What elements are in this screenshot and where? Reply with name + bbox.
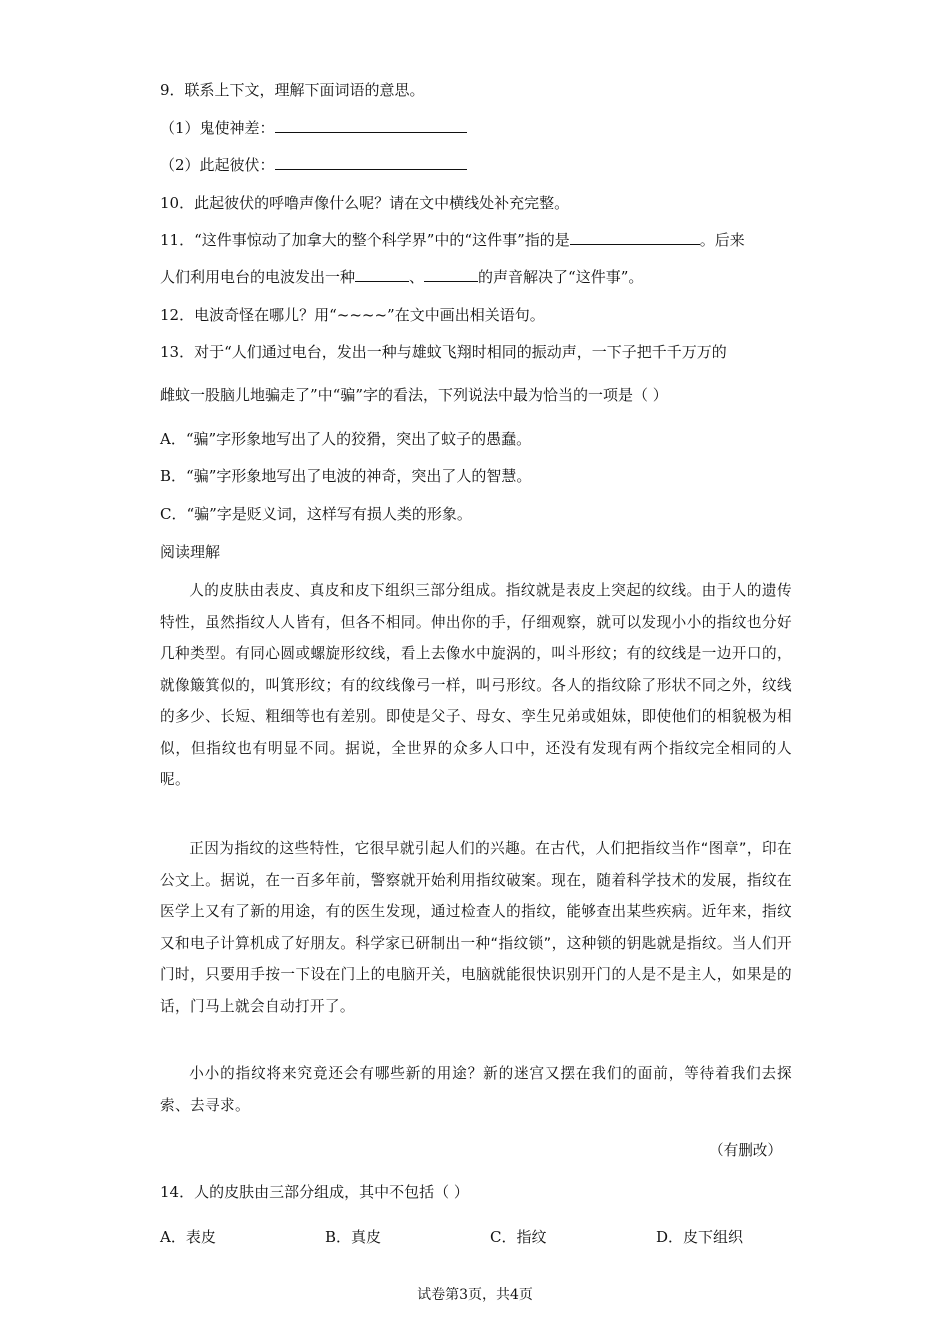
question-14-option-d[interactable]: D．皮下组织 <box>656 1228 744 1246</box>
passage-paragraph-3: 小小的指纹将来究竟还会有哪些新的用途？新的迷宫又摆在我们的面前，等待着我们去探索、去寻求。 <box>160 1065 792 1114</box>
passage-paragraph-1: 人的皮肤由表皮、真皮和皮下组织三部分组成。指纹就是表皮上突起的纹线。由于人的遗传特性，虽然指纹人人皆有，但各不相同。伸出你的手，仔细观察，就可以发现小小的指纹也分好几种类型。有同心圆或螺旋形纹线，看上去像水中旋涡的，叫斗形纹；有的纹线是一边开口的，就像簸箕似的，叫箕形纹；有的纹线像弓一样，叫弓形纹。各人的指纹除了形状不同之外，纹线的多少、长短、粗细等也有差别。即使是父子、母女、孪生兄弟或姐妹，即使他们的相貌极为相似，但指纹也有明显不同。据说，全世界的众多人口中，还没有发现有两个指纹完全相同的人呢。 <box>160 582 792 788</box>
question-11-text: 人们利用电台的电波发出一种 <box>160 268 356 286</box>
question-11-separator: 、 <box>409 268 425 286</box>
question-9-item-1 <box>160 118 467 138</box>
question-14-option-a[interactable]: A．表皮 <box>160 1228 216 1246</box>
passage-source: （有删改） <box>709 1142 782 1159</box>
question-9-item-2-label: （2）此起彼伏： <box>160 156 275 174</box>
question-14-option-c[interactable]: C．指纹 <box>490 1228 547 1246</box>
question-11-line-2 <box>160 267 643 287</box>
question-9-item-2 <box>160 155 467 175</box>
answer-blank[interactable] <box>275 118 467 133</box>
question-13-option-c[interactable]: C．“骗”字是贬义词，这样写有损人类的形象。 <box>160 505 472 523</box>
answer-blank[interactable] <box>570 230 700 245</box>
question-14-stem: 14．人的皮肤由三部分组成，其中不包括（ ） <box>160 1183 469 1201</box>
question-11-line-1 <box>160 230 745 250</box>
question-13-option-b[interactable]: B．“骗”字形象地写出了电波的神奇，突出了人的智慧。 <box>160 467 532 485</box>
question-13-option-a[interactable]: A．“骗”字形象地写出了人的狡猾，突出了蚊子的愚蠢。 <box>160 430 532 448</box>
question-14-option-b[interactable]: B．真皮 <box>325 1228 382 1246</box>
section-title: 阅读理解 <box>160 543 221 561</box>
question-9-stem: 9．联系上下文，理解下面词语的意思。 <box>160 81 425 99</box>
answer-blank[interactable] <box>355 267 409 282</box>
question-12: 12．电波奇怪在哪儿？用“~~~~”在文中画出相关语句。 <box>160 306 545 324</box>
passage-paragraph-2: 正因为指纹的这些特性，它很早就引起人们的兴趣。在古代，人们把指纹当作“图章”，印在公文上。据说，在一百多年前，警察就开始利用指纹破案。现在，随着科学技术的发展，指纹在医学上又有了新的用途，有的医生发现，通过检查人的指纹，能够查出某些疾病。近年来，指纹又和电子计算机成了好朋友。科学家已研制出一种“指纹锁”，这种锁的钥匙就是指纹。当人们开门时，只要用手按一下设在门上的电脑开关，电脑就能很快识别开门的人是不是主人，如果是的话，门马上就会自动打开了。 <box>160 840 792 1015</box>
question-9-item-1-label: （1）鬼使神差： <box>160 119 275 137</box>
question-11-text: 的声音解决了“这件事”。 <box>478 268 644 286</box>
answer-blank[interactable] <box>424 267 478 282</box>
question-13-line-2: 雌蚊一股脑儿地骗走了”中“骗”字的看法，下列说法中最为恰当的一项是（ ） <box>160 386 668 404</box>
answer-blank[interactable] <box>275 155 467 170</box>
question-10: 10．此起彼伏的呼噜声像什么呢？请在文中横线处补充完整。 <box>160 194 570 212</box>
question-11-text: 11．“这件事惊动了加拿大的整个科学界”中的“这件事”指的是 <box>160 231 570 249</box>
question-11-text: 。后来 <box>699 231 745 249</box>
question-13-line-1: 13．对于“人们通过电台，发出一种与雄蚊飞翔时相同的振动声，一下子把千千万万的 <box>160 343 727 361</box>
page-footer: 试卷第3页，共4页 <box>417 1287 533 1303</box>
